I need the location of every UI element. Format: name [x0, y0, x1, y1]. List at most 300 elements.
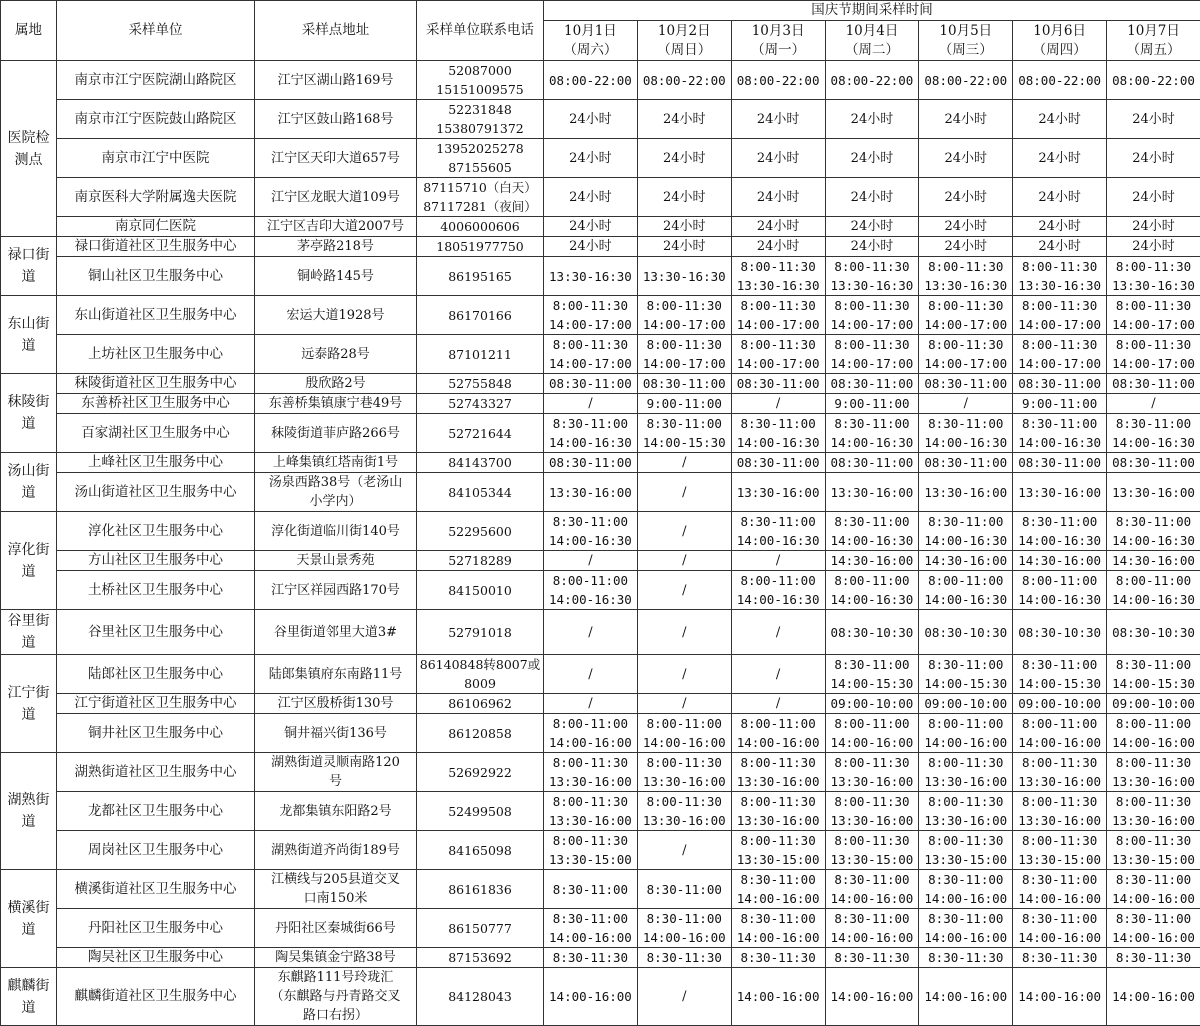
time-cell: 8:00-11:30 13:30-16:30 — [1013, 257, 1107, 296]
time-cell: 8:30-11:00 14:00-16:00 — [637, 909, 731, 948]
unit-cell: 陶吴社区卫生服务中心 — [57, 948, 255, 968]
time-cell: 8:00-11:30 13:30-16:00 — [919, 753, 1013, 792]
table-row — [1, 792, 1200, 831]
time-cell: 8:00-11:30 13:30-15:00 — [544, 831, 638, 870]
table-row — [1, 610, 1200, 655]
phone-cell: 87115710（白天） 87117281（夜间） — [417, 178, 544, 217]
unit-cell: 横溪街道社区卫生服务中心 — [57, 870, 255, 909]
area-cell: 谷里街 道 — [1, 610, 57, 655]
time-cell: 8:30-11:30 — [544, 948, 638, 968]
time-cell: 8:00-11:30 14:00-17:00 — [544, 335, 638, 374]
time-cell: 8:30-11:00 14:00-16:00 — [825, 870, 919, 909]
phone-cell: 86120858 — [417, 714, 544, 753]
time-cell: 8:00-11:00 14:00-16:30 — [1107, 571, 1200, 610]
time-cell: 8:00-11:30 14:00-17:00 — [1107, 335, 1200, 374]
time-cell: 24小时 — [1013, 178, 1107, 217]
time-cell: 8:00-11:30 13:30-16:30 — [731, 257, 825, 296]
address-cell: 江宁区殷桥街130号 — [255, 694, 417, 714]
time-cell: 8:00-11:30 13:30-16:00 — [731, 792, 825, 831]
time-cell: 08:30-11:00 — [731, 453, 825, 473]
header-day-date: 10月7日 — [1108, 22, 1199, 41]
time-cell: 8:00-11:30 14:00-17:00 — [637, 335, 731, 374]
time-cell: 8:30-11:00 14:00-16:30 — [1013, 414, 1107, 453]
unit-cell: 谷里社区卫生服务中心 — [57, 610, 255, 655]
header-day-weekday: （周五） — [1108, 41, 1199, 60]
time-cell: 8:00-11:30 13:30-16:00 — [1013, 792, 1107, 831]
time-cell: 8:00-11:30 14:00-17:00 — [1013, 296, 1107, 335]
time-cell: 8:00-11:00 14:00-16:00 — [637, 714, 731, 753]
unit-cell: 上坊社区卫生服务中心 — [57, 335, 255, 374]
time-cell: / — [731, 394, 825, 414]
table-row — [1, 335, 1200, 374]
table-row — [1, 909, 1200, 948]
address-cell: 江横线与205县道交叉 口南150米 — [255, 870, 417, 909]
time-cell: 8:30-11:30 — [731, 948, 825, 968]
address-cell: 陆郎集镇府东南路11号 — [255, 655, 417, 694]
time-cell: 24小时 — [731, 178, 825, 217]
time-cell: 24小时 — [1107, 237, 1200, 257]
unit-cell: 龙都社区卫生服务中心 — [57, 792, 255, 831]
address-cell: 秣陵街道菲庐路266号 — [255, 414, 417, 453]
time-cell: 24小时 — [731, 100, 825, 139]
time-cell: 24小时 — [544, 237, 638, 257]
phone-cell: 86170166 — [417, 296, 544, 335]
time-cell: 8:30-11:00 14:00-16:00 — [919, 870, 1013, 909]
unit-cell: 丹阳社区卫生服务中心 — [57, 909, 255, 948]
area-cell: 东山街 道 — [1, 296, 57, 374]
header-day-weekday: （周四） — [1014, 41, 1105, 60]
time-cell: 24小时 — [919, 217, 1013, 237]
time-cell: 8:00-11:30 13:30-16:00 — [825, 792, 919, 831]
time-cell: 13:30-16:00 — [544, 473, 638, 512]
unit-cell: 淳化社区卫生服务中心 — [57, 512, 255, 551]
time-cell: 13:30-16:00 — [919, 473, 1013, 512]
time-cell: 8:30-11:00 14:00-16:00 — [731, 909, 825, 948]
area-cell: 汤山街 道 — [1, 453, 57, 512]
time-cell: 24小时 — [919, 178, 1013, 217]
unit-cell: 南京市江宁中医院 — [57, 139, 255, 178]
time-cell: 09:00-10:00 — [1013, 694, 1107, 714]
time-cell: 8:00-11:30 13:30-16:00 — [637, 753, 731, 792]
time-cell: 8:30-11:00 14:00-16:30 — [1013, 512, 1107, 551]
time-cell: 08:00-22:00 — [637, 61, 731, 100]
time-cell: 08:00-22:00 — [919, 61, 1013, 100]
time-cell: / — [1107, 394, 1200, 414]
time-cell: 14:00-16:00 — [544, 968, 638, 1026]
time-cell: 8:30-11:00 — [637, 870, 731, 909]
area-cell: 横溪街 道 — [1, 870, 57, 968]
address-cell: 江宁区祥园西路170号 — [255, 571, 417, 610]
address-cell: 天景山景秀苑 — [255, 551, 417, 571]
time-cell: 08:30-10:30 — [825, 610, 919, 655]
time-cell: 8:30-11:00 14:00-16:00 — [919, 909, 1013, 948]
time-cell: 8:00-11:30 13:30-16:30 — [825, 257, 919, 296]
header-day-weekday: （周六） — [545, 41, 636, 60]
time-cell: 24小时 — [1013, 237, 1107, 257]
header-day-date: 10月3日 — [733, 22, 824, 41]
time-cell: 8:30-11:00 14:00-16:00 — [1107, 870, 1200, 909]
time-cell: 8:00-11:30 14:00-17:00 — [919, 296, 1013, 335]
time-cell: 8:00-11:30 13:30-16:00 — [919, 792, 1013, 831]
time-cell: / — [637, 655, 731, 694]
table-row — [1, 374, 1200, 394]
time-cell: 8:00-11:30 14:00-17:00 — [1107, 296, 1200, 335]
unit-cell: 铜井社区卫生服务中心 — [57, 714, 255, 753]
time-cell: 8:00-11:00 14:00-16:00 — [731, 714, 825, 753]
time-cell: 24小时 — [1013, 139, 1107, 178]
time-cell: / — [544, 694, 638, 714]
time-cell: / — [637, 968, 731, 1026]
table-row — [1, 414, 1200, 453]
time-cell: 08:30-11:00 — [825, 374, 919, 394]
time-cell: 9:00-11:00 — [637, 394, 731, 414]
phone-cell: 84143700 — [417, 453, 544, 473]
address-cell: 淳化街道临川街140号 — [255, 512, 417, 551]
area-cell: 禄口街 道 — [1, 237, 57, 296]
phone-cell: 86106962 — [417, 694, 544, 714]
table-row — [1, 694, 1200, 714]
unit-cell: 陆郎社区卫生服务中心 — [57, 655, 255, 694]
phone-cell: 86161836 — [417, 870, 544, 909]
unit-cell: 东善桥社区卫生服务中心 — [57, 394, 255, 414]
time-cell: 8:30-11:00 14:00-15:30 — [1107, 655, 1200, 694]
time-cell: 8:30-11:00 14:00-16:00 — [1013, 909, 1107, 948]
time-cell: 24小时 — [637, 237, 731, 257]
table-row — [1, 394, 1200, 414]
time-cell: / — [637, 610, 731, 655]
time-cell: 24小时 — [825, 178, 919, 217]
header-area: 属地 — [1, 1, 57, 61]
time-cell: / — [544, 655, 638, 694]
area-cell: 秣陵街 道 — [1, 374, 57, 453]
phone-cell: 52791018 — [417, 610, 544, 655]
table-row — [1, 237, 1200, 257]
time-cell: 08:30-11:00 — [1107, 453, 1200, 473]
time-cell: 14:00-16:00 — [825, 968, 919, 1026]
time-cell: 08:30-11:00 — [544, 453, 638, 473]
table-row — [1, 870, 1200, 909]
address-cell: 铜岭路145号 — [255, 257, 417, 296]
unit-cell: 南京同仁医院 — [57, 217, 255, 237]
time-cell: 8:30-11:00 14:00-16:00 — [731, 870, 825, 909]
phone-cell: 86140848转8007或 8009 — [417, 655, 544, 694]
header-day — [919, 21, 1013, 61]
time-cell: 8:30-11:00 14:00-15:30 — [1013, 655, 1107, 694]
time-cell: 8:30-11:00 14:00-15:30 — [919, 655, 1013, 694]
table-row — [1, 831, 1200, 870]
time-cell: 08:30-11:00 — [544, 374, 638, 394]
time-cell: 8:00-11:30 13:30-15:00 — [1107, 831, 1200, 870]
time-cell: 9:00-11:00 — [1013, 394, 1107, 414]
time-cell: 08:30-11:00 — [1013, 374, 1107, 394]
address-cell: 江宁区吉印大道2007号 — [255, 217, 417, 237]
time-cell: 8:30-11:00 14:00-16:30 — [919, 414, 1013, 453]
address-cell: 东善桥集镇康宁巷49号 — [255, 394, 417, 414]
time-cell: 8:00-11:30 14:00-17:00 — [544, 296, 638, 335]
time-cell: 8:00-11:30 13:30-15:00 — [1013, 831, 1107, 870]
header-day-date: 10月1日 — [545, 22, 636, 41]
time-cell: 24小时 — [544, 217, 638, 237]
table-row — [1, 257, 1200, 296]
time-cell: 8:00-11:00 14:00-16:00 — [1107, 714, 1200, 753]
time-cell: / — [637, 551, 731, 571]
time-cell: 08:30-10:30 — [1013, 610, 1107, 655]
time-cell: 24小时 — [919, 100, 1013, 139]
table-row — [1, 968, 1200, 1026]
address-cell: 东麒路111号玲珑汇 （东麒路与丹青路交叉 路口右拐） — [255, 968, 417, 1026]
time-cell: 8:00-11:00 14:00-16:30 — [919, 571, 1013, 610]
address-cell: 谷里街道邻里大道3# — [255, 610, 417, 655]
time-cell: 09:00-10:00 — [825, 694, 919, 714]
time-cell: / — [544, 610, 638, 655]
phone-cell: 84128043 — [417, 968, 544, 1026]
time-cell: 8:00-11:00 14:00-16:30 — [825, 571, 919, 610]
unit-cell: 南京市江宁医院鼓山路院区 — [57, 100, 255, 139]
time-cell: 24小时 — [919, 237, 1013, 257]
time-cell: 8:00-11:30 13:30-15:00 — [919, 831, 1013, 870]
table-row — [1, 571, 1200, 610]
address-cell: 远泰路28号 — [255, 335, 417, 374]
time-cell: 8:00-11:30 13:30-15:00 — [825, 831, 919, 870]
time-cell: 14:30-16:00 — [1013, 551, 1107, 571]
time-cell: 8:00-11:00 14:00-16:00 — [825, 714, 919, 753]
area-cell: 淳化街 道 — [1, 512, 57, 610]
phone-cell: 52295600 — [417, 512, 544, 551]
time-cell: 8:30-11:30 — [825, 948, 919, 968]
time-cell: / — [544, 394, 638, 414]
time-cell: 8:30-11:00 14:00-15:30 — [825, 655, 919, 694]
time-cell: 8:00-11:30 14:00-17:00 — [637, 296, 731, 335]
table-row — [1, 948, 1200, 968]
unit-cell: 禄口街道社区卫生服务中心 — [57, 237, 255, 257]
address-cell: 汤泉西路38号（老汤山 小学内） — [255, 473, 417, 512]
time-cell: 8:00-11:30 13:30-16:00 — [544, 753, 638, 792]
time-cell: 8:00-11:00 14:00-16:00 — [544, 714, 638, 753]
time-cell: / — [731, 551, 825, 571]
header-day-date: 10月4日 — [827, 22, 918, 41]
unit-cell: 铜山社区卫生服务中心 — [57, 257, 255, 296]
phone-cell: 84105344 — [417, 473, 544, 512]
phone-cell: 4006000606 — [417, 217, 544, 237]
time-cell: 08:30-11:00 — [825, 453, 919, 473]
time-cell: 24小时 — [1107, 100, 1200, 139]
time-cell: 8:00-11:30 13:30-16:30 — [919, 257, 1013, 296]
area-cell: 麒麟街 道 — [1, 968, 57, 1026]
time-cell: 24小时 — [919, 139, 1013, 178]
phone-cell: 87101211 — [417, 335, 544, 374]
phone-cell: 52718289 — [417, 551, 544, 571]
header-day-weekday: （周二） — [827, 41, 918, 60]
address-cell: 江宁区龙眠大道109号 — [255, 178, 417, 217]
time-cell: 8:30-11:30 — [1107, 948, 1200, 968]
unit-cell: 汤山街道社区卫生服务中心 — [57, 473, 255, 512]
phone-cell: 13952025278 87155605 — [417, 139, 544, 178]
address-cell: 陶吴集镇金宁路38号 — [255, 948, 417, 968]
address-cell: 宏运大道1928号 — [255, 296, 417, 335]
time-cell: 24小时 — [825, 237, 919, 257]
time-cell: 09:00-10:00 — [1107, 694, 1200, 714]
time-cell: 24小时 — [637, 178, 731, 217]
time-cell: 8:30-11:00 14:00-16:30 — [544, 512, 638, 551]
phone-cell: 52721644 — [417, 414, 544, 453]
unit-cell: 上峰社区卫生服务中心 — [57, 453, 255, 473]
phone-cell: 86150777 — [417, 909, 544, 948]
time-cell: / — [731, 694, 825, 714]
phone-cell: 52087000 15151009575 — [417, 61, 544, 100]
address-cell: 上峰集镇红塔南街1号 — [255, 453, 417, 473]
unit-cell: 南京市江宁医院湖山路院区 — [57, 61, 255, 100]
time-cell: / — [637, 694, 731, 714]
time-cell: 13:30-16:00 — [1107, 473, 1200, 512]
time-cell: 8:00-11:30 14:00-17:00 — [731, 296, 825, 335]
table-row — [1, 714, 1200, 753]
time-cell: 08:30-10:30 — [919, 610, 1013, 655]
time-cell: 08:00-22:00 — [1107, 61, 1200, 100]
header-address: 采样点地址 — [255, 1, 417, 61]
time-cell: / — [637, 831, 731, 870]
phone-cell: 52692922 — [417, 753, 544, 792]
header-day-weekday: （周一） — [733, 41, 824, 60]
time-cell: 24小时 — [825, 217, 919, 237]
time-cell: 8:00-11:00 14:00-16:30 — [731, 571, 825, 610]
time-cell: 8:30-11:00 14:00-16:30 — [731, 512, 825, 551]
time-cell: 8:30-11:00 14:00-16:00 — [1107, 909, 1200, 948]
time-cell: 24小时 — [1013, 217, 1107, 237]
header-day — [637, 21, 731, 61]
time-cell: 8:00-11:00 14:00-16:30 — [1013, 571, 1107, 610]
time-cell: 24小时 — [544, 100, 638, 139]
time-cell: 08:00-22:00 — [825, 61, 919, 100]
time-cell: 13:30-16:30 — [544, 257, 638, 296]
table-row — [1, 551, 1200, 571]
time-cell: 8:00-11:00 14:00-16:00 — [919, 714, 1013, 753]
time-cell: 8:30-11:00 14:00-16:30 — [1107, 414, 1200, 453]
address-cell: 龙都集镇东阳路2号 — [255, 792, 417, 831]
unit-cell: 东山街道社区卫生服务中心 — [57, 296, 255, 335]
time-cell: 08:30-11:00 — [1107, 374, 1200, 394]
unit-cell: 方山社区卫生服务中心 — [57, 551, 255, 571]
area-cell: 湖熟街 道 — [1, 753, 57, 870]
table-row — [1, 296, 1200, 335]
time-cell: / — [637, 473, 731, 512]
table-row — [1, 178, 1200, 217]
time-cell: 14:30-16:00 — [919, 551, 1013, 571]
time-cell: 8:30-11:00 14:00-16:30 — [731, 414, 825, 453]
time-cell: 14:30-16:00 — [825, 551, 919, 571]
time-cell: / — [544, 551, 638, 571]
time-cell: 24小时 — [637, 139, 731, 178]
time-cell: 8:30-11:00 14:00-16:30 — [544, 414, 638, 453]
time-cell: 08:00-22:00 — [1013, 61, 1107, 100]
address-cell: 湖熟街道灵顺南路120 号 — [255, 753, 417, 792]
address-cell: 殷欣路2号 — [255, 374, 417, 394]
time-cell: 8:00-11:30 14:00-17:00 — [919, 335, 1013, 374]
time-cell: 24小时 — [637, 217, 731, 237]
time-cell: 08:30-11:00 — [919, 374, 1013, 394]
address-cell: 江宁区天印大道657号 — [255, 139, 417, 178]
time-cell: / — [637, 571, 731, 610]
unit-cell: 周岗社区卫生服务中心 — [57, 831, 255, 870]
table-row — [1, 753, 1200, 792]
time-cell: 8:00-11:30 13:30-16:00 — [1013, 753, 1107, 792]
table-row — [1, 655, 1200, 694]
time-cell: 13:30-16:30 — [637, 257, 731, 296]
time-cell: 08:30-11:00 — [731, 374, 825, 394]
time-cell: 8:00-11:30 13:30-16:00 — [825, 753, 919, 792]
address-cell: 江宁区湖山路169号 — [255, 61, 417, 100]
phone-cell: 52743327 — [417, 394, 544, 414]
unit-cell: 江宁街道社区卫生服务中心 — [57, 694, 255, 714]
time-cell: / — [731, 610, 825, 655]
time-cell: 8:00-11:30 13:30-15:00 — [731, 831, 825, 870]
unit-cell: 麒麟街道社区卫生服务中心 — [57, 968, 255, 1026]
time-cell: 8:30-11:00 14:00-16:00 — [544, 909, 638, 948]
table-row — [1, 453, 1200, 473]
header-day — [1013, 21, 1107, 61]
header-day-weekday: （周日） — [639, 41, 730, 60]
header-day-date: 10月6日 — [1014, 22, 1105, 41]
time-cell: 8:30-11:00 14:00-15:30 — [637, 414, 731, 453]
time-cell: 24小时 — [544, 139, 638, 178]
time-cell: 8:30-11:30 — [1013, 948, 1107, 968]
phone-cell: 87153692 — [417, 948, 544, 968]
time-cell: 24小时 — [1107, 178, 1200, 217]
time-cell: 8:00-11:00 14:00-16:30 — [544, 571, 638, 610]
time-cell: 24小时 — [1107, 139, 1200, 178]
unit-cell: 湖熟街道社区卫生服务中心 — [57, 753, 255, 792]
time-cell: 08:00-22:00 — [731, 61, 825, 100]
phone-cell: 84165098 — [417, 831, 544, 870]
time-cell: 8:00-11:30 13:30-16:00 — [544, 792, 638, 831]
unit-cell: 百家湖社区卫生服务中心 — [57, 414, 255, 453]
time-cell: 8:00-11:30 13:30-16:00 — [1107, 753, 1200, 792]
address-cell: 江宁区鼓山路168号 — [255, 100, 417, 139]
header-day — [1107, 21, 1200, 61]
time-cell: 14:00-16:00 — [919, 968, 1013, 1026]
time-cell: 13:30-16:00 — [1013, 473, 1107, 512]
time-cell: 13:30-16:00 — [731, 473, 825, 512]
time-cell: 24小时 — [544, 178, 638, 217]
address-cell: 湖熟街道齐尚街189号 — [255, 831, 417, 870]
header-day — [825, 21, 919, 61]
unit-cell: 秣陵街道社区卫生服务中心 — [57, 374, 255, 394]
table-row — [1, 61, 1200, 100]
time-cell: 14:00-16:00 — [731, 968, 825, 1026]
table-row — [1, 473, 1200, 512]
header-day-date: 10月5日 — [920, 22, 1011, 41]
address-cell: 丹阳社区秦城街66号 — [255, 909, 417, 948]
time-cell: 08:30-11:00 — [1013, 453, 1107, 473]
time-cell: / — [919, 394, 1013, 414]
time-cell: 8:30-11:00 — [544, 870, 638, 909]
time-cell: 14:00-16:00 — [1107, 968, 1200, 1026]
time-cell: 14:00-16:00 — [1013, 968, 1107, 1026]
phone-cell: 52499508 — [417, 792, 544, 831]
time-cell: 24小时 — [825, 100, 919, 139]
header-period: 国庆节期间采样时间 — [544, 1, 1200, 21]
time-cell: 8:30-11:00 14:00-16:00 — [1013, 870, 1107, 909]
phone-cell: 52755848 — [417, 374, 544, 394]
time-cell: 9:00-11:00 — [825, 394, 919, 414]
time-cell: 8:30-11:00 14:00-16:30 — [825, 414, 919, 453]
time-cell: 8:30-11:00 14:00-16:30 — [1107, 512, 1200, 551]
time-cell: 8:30-11:00 14:00-16:30 — [919, 512, 1013, 551]
time-cell: 08:00-22:00 — [544, 61, 638, 100]
time-cell: 14:30-16:00 — [1107, 551, 1200, 571]
table-row — [1, 100, 1200, 139]
time-cell: 8:00-11:30 14:00-17:00 — [825, 335, 919, 374]
address-cell: 茅亭路218号 — [255, 237, 417, 257]
